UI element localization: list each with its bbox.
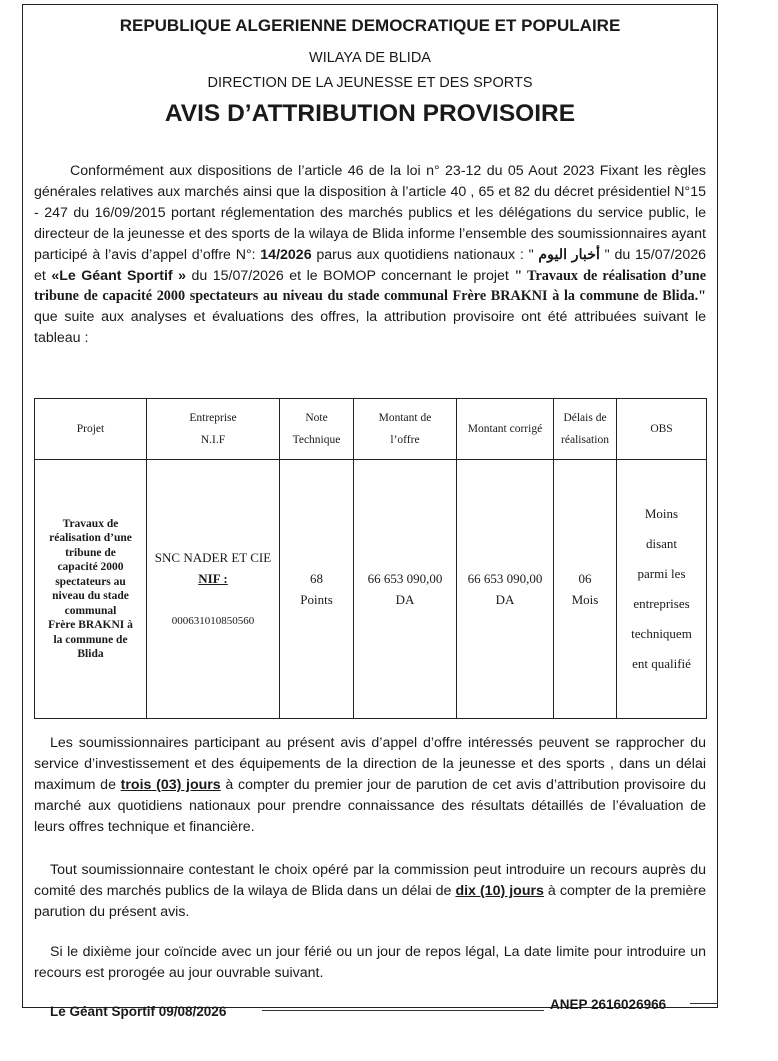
obs-line: parmi les bbox=[637, 566, 686, 581]
cell-obs bbox=[617, 460, 707, 719]
table-row bbox=[35, 460, 707, 719]
footer-anep: ANEP 2616026966 bbox=[550, 997, 667, 1012]
table-header-row bbox=[35, 399, 707, 460]
delais-unit: Mois bbox=[571, 592, 599, 607]
projet-line: la commune de bbox=[53, 633, 128, 646]
header-montant-offre-line1: Montant de bbox=[378, 412, 432, 424]
appeal-paragraph bbox=[34, 860, 706, 923]
header-entreprise bbox=[147, 399, 280, 460]
montant-corrige-value: 66 653 090,00 bbox=[467, 571, 543, 586]
cell-montant-corrige bbox=[457, 460, 554, 719]
para3-text-1: Tout soumissionnaire contestant le choix opéré par la commission peut introduire un recours auprès du comité des marchés publics de la wilaya de Blida dans un délai de bbox=[34, 862, 706, 899]
obs-line: techniquem bbox=[631, 626, 692, 641]
consultation-paragraph bbox=[34, 733, 706, 838]
attribution-table bbox=[34, 398, 707, 719]
intro-text-3: " du 15/07/2026 et bbox=[34, 246, 706, 284]
projet-line: Blida bbox=[77, 648, 104, 660]
header-note-line1: Note bbox=[305, 412, 328, 424]
consultation-delay: trois (03) jours bbox=[120, 776, 221, 793]
cell-delais bbox=[554, 460, 617, 719]
header-direction: DIRECTION DE LA JEUNESSE ET DES SPORTS bbox=[207, 75, 533, 91]
offer-number: 14/2026 bbox=[260, 246, 312, 263]
newspaper-arabic: أخبار اليوم bbox=[538, 246, 600, 263]
intro-paragraph bbox=[34, 161, 706, 349]
para2-text-2: à compter du premier jour de parution de cet avis d’attribution provisoire du marché aux quotidiens nationaux pour prendre connaissance des résultats détaillés de l’évaluation de leurs offres technique et financière. bbox=[34, 776, 706, 835]
projet-line: tribune de bbox=[65, 546, 116, 559]
intro-text-1: Conformément aux dispositions de l’article 46 de la loi n° 23-12 du 05 Aout 2023 Fixant les règles générales relatives aux marchés ainsi que la disposition à l’article 40 , 65 et 82 du décret présidentiel N°15 - 247 du 16/09/2015 portant réglementation des marchés publics et les délégations du service public, le directeur de la jeunesse et des sports de la wilaya de Blida informe l’ensemble des soumissionnaires ayant participé à l’avis d’appel d’offre N°: bbox=[34, 163, 706, 263]
header-projet: Projet bbox=[35, 399, 147, 460]
nif-value: 000631010850560 bbox=[171, 614, 255, 627]
projet-line: réalisation d’une bbox=[49, 532, 132, 544]
delais-value: 06 bbox=[578, 571, 592, 586]
cell-note bbox=[280, 460, 354, 719]
entreprise-name: SNC NADER ET CIE bbox=[154, 549, 272, 565]
obs-line: Moins bbox=[644, 506, 679, 521]
intro-text-5: que suite aux analyses et évaluations des offres, la attribution provisoire ont été attribuées suivant le tableau : bbox=[34, 309, 706, 347]
projet-line: Frère BRAKNI à bbox=[48, 619, 133, 631]
header-note-line2: Technique bbox=[292, 434, 341, 446]
header-obs: OBS bbox=[617, 399, 707, 460]
nif-label: NIF : bbox=[198, 570, 228, 586]
projet-line: spectateurs au bbox=[55, 575, 126, 588]
header-montant-offre bbox=[354, 399, 457, 460]
header-delais-line2: réalisation bbox=[561, 434, 609, 446]
footer-rule-middle bbox=[262, 1010, 544, 1011]
montant-offre-unit: DA bbox=[395, 592, 415, 607]
header-delais-line1: Délais de bbox=[563, 412, 607, 424]
intro-text-2: parus aux quotidiens nationaux : " bbox=[311, 246, 539, 263]
intro-text-4: du 15/07/2026 et le BOMOP concernant le projet bbox=[186, 267, 515, 284]
header-montant-offre-line2: l’offre bbox=[390, 434, 420, 446]
page-title: AVIS D’ATTRIBUTION PROVISOIRE bbox=[164, 100, 576, 127]
header-republic: REPUBLIQUE ALGERIENNE DEMOCRATIQUE ET POPULAIRE bbox=[119, 16, 621, 35]
header-delais bbox=[554, 399, 617, 460]
header-wilaya: WILAYA DE BLIDA bbox=[309, 50, 431, 66]
cell-montant-offre bbox=[354, 460, 457, 719]
note-unit: Points bbox=[300, 592, 333, 607]
montant-offre-value: 66 653 090,00 bbox=[367, 571, 443, 586]
holiday-paragraph: Si le dixième jour coïncide avec un jour férié ou un jour de repos légal, La date limite pour introduire un recours est prorogée au jour ouvrable suivant. bbox=[34, 944, 706, 981]
para2-text-1: Les soumissionnaires participant au présent avis d’appel d’offre intéressés peuvent se rapprocher du service d’investissement et des équipements de la direction de la jeunesse et des sports , dans un délai maximum de bbox=[34, 735, 706, 793]
header-entreprise-line2: N.I.F bbox=[200, 434, 226, 446]
header-montant-corrige: Montant corrigé bbox=[457, 399, 554, 460]
projet-line: niveau du stade bbox=[52, 590, 129, 602]
projet-line: capacité 2000 bbox=[57, 561, 124, 573]
footer-rule-right bbox=[690, 1003, 718, 1004]
appeal-delay: dix (10) jours bbox=[455, 882, 544, 899]
cell-projet bbox=[35, 460, 147, 719]
obs-line: ent qualifié bbox=[632, 656, 691, 671]
footer-newspaper: Le Géant Sportif 09/08/2026 bbox=[50, 1004, 227, 1019]
header-entreprise-line1: Entreprise bbox=[189, 412, 237, 424]
montant-corrige-unit: DA bbox=[495, 592, 515, 607]
obs-line: disant bbox=[645, 536, 678, 551]
para3-text-2: à compter de la première parution du présent avis. bbox=[34, 882, 706, 920]
projet-line: Travaux de bbox=[62, 517, 119, 530]
project-title: " Travaux de réalisation d’une tribune de capacité 2000 spectateurs au niveau du stade communal Frère BRAKNI à la commune de Blida." bbox=[34, 267, 706, 305]
header-note bbox=[280, 399, 354, 460]
newspaper-french: «Le Géant Sportif » bbox=[51, 267, 187, 284]
note-value: 68 bbox=[310, 571, 323, 586]
projet-line: communal bbox=[64, 604, 117, 617]
obs-line: entreprises bbox=[633, 596, 690, 611]
cell-entreprise bbox=[147, 460, 280, 719]
